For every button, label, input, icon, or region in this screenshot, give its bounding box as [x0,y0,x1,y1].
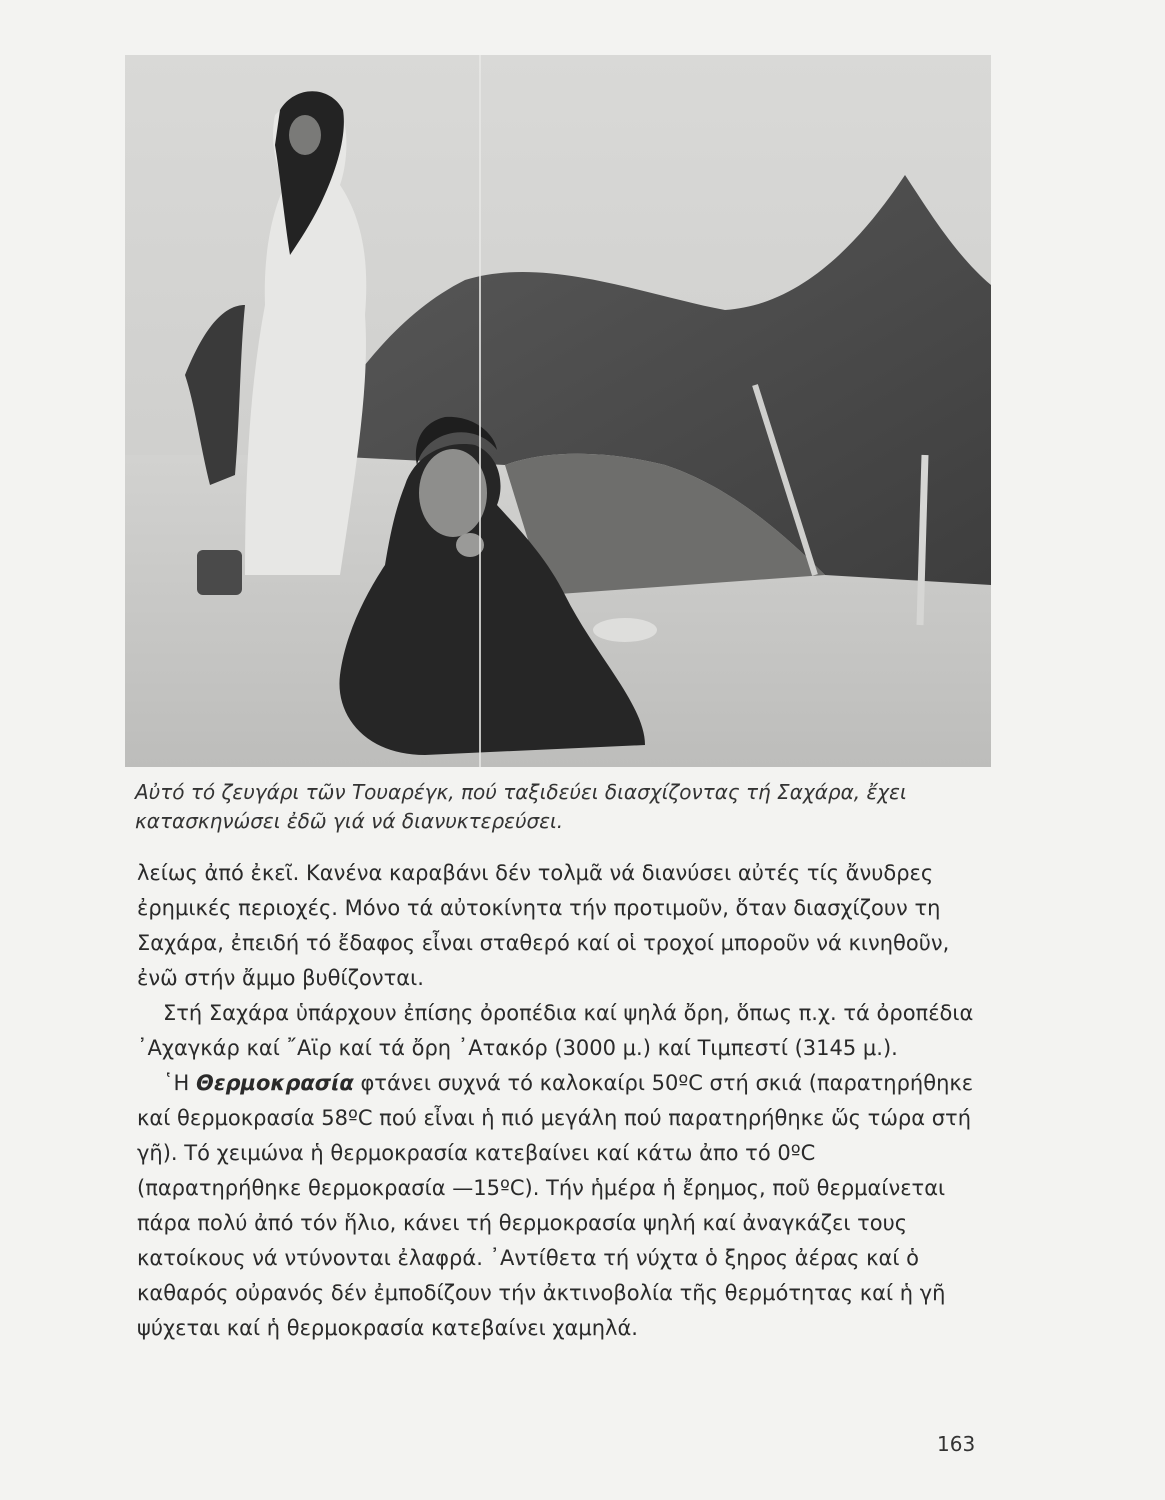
photo-caption [135,778,985,836]
cooking-pot [197,550,242,595]
paragraph [137,1066,982,1346]
bowl [593,618,657,642]
tent-pole [920,455,925,625]
term-temperature: Θερμοκρασία [195,1071,354,1095]
paragraph: Στή Σαχάρα ὑπάρχουν ἐπίσης ὀροπέδια καί ψηλά ὄρη, ὅπως π.χ. τά ὀροπέδια ᾿Αχαγκάρ καί ῎Αϊρ καί τά ὄρη ᾿Ατακόρ (3000 μ.) καί Τιμπεστί (3145 μ.). [137,1001,974,1060]
body-text [137,856,982,1346]
paragraph-lead: ῾Η [163,1071,196,1095]
caption-line: Αὐτό τό ζευγάρι τῶν Τουαρέγκ, πού ταξιδεύει διασχίζοντας τή Σαχάρα, ἔχει [135,780,907,804]
paragraph: λείως ἀπό ἐκεῖ. Κανένα καραβάνι δέν τολμᾶ νά διανύσει αὐτές τίς ἄνυδρες ἐρημικές περιοχές. Μόνο τά αὐτοκίνητα τήν προτιμοῦν, ὅταν διασχίζουν τη Σαχάρα, ἐπειδή τό ἔδαφος εἶναι σταθερό καί οἱ τροχοί μποροῦν νά κινηθοῦν, ἐνῶ στήν ἄμμο βυθίζονται. [137,861,950,990]
tuareg-tent-photo [125,55,991,767]
caption-line: κατασκηνώσει ἐδῶ γιά νά διανυκτερεύσει. [135,809,564,833]
paragraph-rest: φτάνει συχνά τό καλοκαίρι 50ºC στή σκιά (παρατηρήθηκε καί θερμοκρασία 58ºC πού εἶναι ἡ πιό μεγάλη πού παρατηρήθηκε ὥς τώρα στή γῆ). Τό χειμώνα ἡ θερμοκρασία κατεβαίνει καί κάτω ἀπο τό 0ºC (παρατηρήθηκε θερμοκρασία —15ºC). Τήν ἡμέρα ἡ ἔρημος, ποῦ θερμαίνεται πάρα πολύ ἀπό τόν ἥλιο, κάνει τή θερμοκρασία ψηλή καί ἀναγκάζει τους κατοίκους νά ντύνονται ἐλαφρά. ᾿Αντίθετα τή νύχτα ὁ ξηρος ἀέρας καί ὁ καθαρός οὐρανός δέν ἐμποδίζουν τήν ἀκτινοβολία τῆς θερμότητας καί ἡ γῆ ψύχεται καί ἡ θερμοκρασία κατεβαίνει χαμηλά. [137,1071,974,1340]
page-number: 163 [937,1432,976,1456]
